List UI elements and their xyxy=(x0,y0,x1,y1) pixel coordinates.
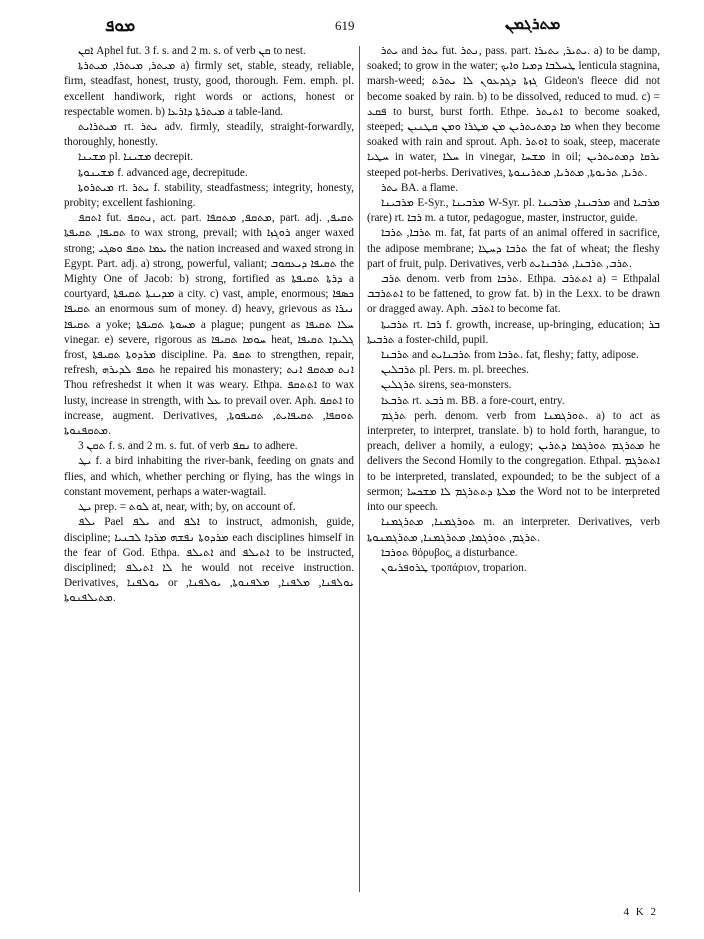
dictionary-entry: ܛܪܘܦܪܝܘܢ τροπάριον, troparion. xyxy=(381,561,527,574)
dictionary-entry: ܡܫܝܢܐ pl. ܡܫܝܢܐ decrepit. xyxy=(78,151,194,164)
dictionary-entry: ܡܫܝܢܘܬܐ f. advanced age, decrepitude. xyxy=(78,166,248,179)
right-running-head: ܡܬܪܓܡܢ xyxy=(505,16,561,33)
page-number: 619 xyxy=(335,18,355,33)
dictionary-entry: ܝܛ prep. = ܠܘܬ at, near, with; by, on account of. xyxy=(78,501,296,514)
right-column xyxy=(367,44,660,576)
dictionary-entry: ܐܬܩܦ fut. ܢܬܩܦ, act. part. ܡܬܩܦ, ܡܬܩܦܐ, part. adj. ܬܩܝܦ, ܬܩܝܦܐ, ܬܩܝܦܬܐ to wax strong, prevail; with ܪܘܓܙܐ anger waxed strong; ܥܡܐ ܬܩܦ ܘܣܓܝ the nation increased and waxed strong in Egypt. Part. adj. a) strong, powerful, valiant; ܬܩܝܦܐ ܕܝܥܩܘܒ the Mighty One of Jacob: b) strong, fortified as ܕܪܬܐ ܬܩܝܦܬܐ a courtyard, ܡܕܝܢܬܐ ܬܩܝܦܬܐ a city. c) vast, ample, enormous; ܟܣܦܐ ܬܩܝܦܐ an enormous sum of money. d) heavy, grievous as ܢܝܪܐ ܬܩܝܦܐ a yoke; ܡܚܘܬܐ ܬܩܝܦܬܐ a plague; pungent as ܚܠܐ ܬܩܝܦܐ vinegar. e) severe, rigorous as ܚܘܡܐ ܬܩܝܦܐ heat, ܓܠܝܕܐ ܬܩܝܦܐ frost, ܡܪܕܘܬܐ ܬܩܝܦܬܐ discipline. Pa. ܬܩܦ to strengthen, repair, refresh, ܬܩܦ ܠܕܝܪܗ he repaired his monastery; ܐܢܬ ܡܬܩܦ ܐܢܬ Thou refreshedst it when it was weary. Ethpa. ܐܬܬܩܦ to wax lusty, increase in strength, with ܥܠ to prevail over. Aph. ܐܬܩܦ to increase, augment. Derivatives, ܬܘܩܦܐ, ܬܩܝܦܐܝܬ, ܬܩܝܦܘܬܐ, ܡܬܩܦܢܘܬܐ. xyxy=(64,212,355,438)
dictionary-entry: ܬܪܓܡ perh. denom. verb from ܬܘܪܓܡܢܐ. a) to act as interpreter, to interpret, translate. b) to hold forth, harangue, to preach, deliver a homily, a eulogy; ܡܬܪܓܡ ܬܘܪܓܡܐ ܕܬܪܝܢ he delivers the Second Homily to the congregation. Ethpal. ܐܬܬܪܓܡ to be interpreted, translated, expounded; to be the subject of a sermon; ܡܠܬܐ ܕܬܬܪܓܡ ܠܐ ܡܫܟܚܐ the Word not to be interpreted into our speech. xyxy=(367,409,661,514)
dictionary-entry: ܬܪܒܝܬܐ rt. ܪܒܐ f. growth, increase, up-bringing, education; ܒܪ ܬܪܒܝܬܐ a foster-child, pupil. xyxy=(367,318,661,346)
column-divider xyxy=(359,46,360,892)
dictionary-entry: ܬܘܪܓܡܢܐ, ܡܬܪܓܡܢܐ m. an interpreter. Derivatives, verb ܬܪܓܡ, ܬܘܪܓܡܐ, ܡܬܪܓܡܢܐ, ܡܬܪܓܡܢܘܬܐ. xyxy=(367,516,660,544)
signature-mark: 4 K 2 xyxy=(623,906,658,918)
dictionary-entry: ܬܪܒ denom. verb from ܬܪܒܐ. Ethpa. ܐܬܬܪܒ a) = Ethpalal ܐܬܬܪܒܒ to be fattened, to grow fat. b) in the Lexx. to be drawn or dragged away. Aph. ܐܬܪܒ to become fat. xyxy=(367,273,660,316)
dictionary-entry: ܝܛ f. a bird inhabiting the river-bank, feeding on gnats and flies, and which, whether perching or flying, has the wings in constant movement, perhaps a water-wagtail. xyxy=(64,455,354,498)
dictionary-entry: ܬܘܪܒܐ θόρυβος, a disturbance. xyxy=(381,546,518,559)
dictionary-entry: ܡܝܬܪܐܝܬ rt. ܝܬܪ adv. firmly, steadily, straight-forwardly, thoroughly, honestly. xyxy=(64,121,354,149)
dictionary-entry: ܬܪܒܥܐ rt. ܪܒܥ m. BB. a fore-court, entry. xyxy=(381,394,565,407)
page-header xyxy=(0,6,704,40)
dictionary-entry: ܬܪܓܠܝܢ sirens, sea-monsters. xyxy=(381,379,512,392)
dictionary-entry: ܡܝܬܪ, ܡܝܬܪܐ, ܡܝܬܪܬܐ a) firmly set, stable, steady, reliable, firm, steadfast, honest, trusty, good, thorough. Fem. emph. pl. excellent handiwork, right words or actions, honest or respectable women. b) ܡܝܬܪܬܐ ܕܐܪܥܐ a table-land. xyxy=(64,60,354,118)
dictionary-entry: ܬܩܢ 3 f. s. and 2 m. s. fut. of verb ܢܩܦ to adhere. xyxy=(78,440,298,453)
dictionary-entry: ܬܪܒܠܝܢ pl. Pers. m. pl. breeches. xyxy=(381,364,529,377)
dictionary-entry: ܡܪܒܝܢܐ E-Syr., ܡܪܒܝܢܐ W-Syr. pl. ܡܪܒܝܢܐ, ܡܪܒܝܢܐ and ܡܪܒܝܐ (rare) rt. ܪܒܐ m. a tutor, pedagogue, master, instructor, guide. xyxy=(367,197,661,225)
dictionary-entry: ܝܬܪ BA. a flame. xyxy=(381,181,458,194)
dictionary-entry: ܡܝܬܪܘܬܐ rt. ܝܬܪ f. stability, steadfastness; integrity, honesty, probity; excellent fashioning. xyxy=(64,181,354,210)
dictionary-entry: ܝܬܪ and ܝܬܪ fut. ܢܬܪ, pass. part. ܝܬܝܪ, ܝܬܝܪܐ. a) to be damp, soaked; to grow in the water; ܛܚܠܒܐ ܕܡܝܐ ܘܐܝܟ lenticula stagnina, marsh-weed; ܓܙܬܐ ܕܓܕܥܘܢ ܠܐ ܝܬܪܬ Gideon's fleece did not become soaked by rain. b) to be dissolved, reduced to mud. c) = ܦܩܥ to burst, burst forth. Ethpe. ܐܬܝܬܪ to become soaked, steeped; ܡܐ ܕܡܬܝܬܪܝܢ ܡܢ ܡܛܪܐ ܘܡܢ ܩܛܢܝܢ when they become soaked with rain and sprout. Aph. ܐܘܬܪ to soak, steep, macerate ܚܛܝܐ in water, ܚܠܐ in vinegar, ܡܫܚܐ in oil; ܝܪܩܐ ܕܡܬܝܬܪܝܢ steeped pot-herbs. Derivatives, ܬܪܝܐ, ܬܪܝܘܬܐ, ܡܬܪܝܐ, ܡܬܪܝܢܘܬܐ. xyxy=(367,45,661,179)
dictionary-entry: ܬܪܒܐ, ܬܪܒܐ m. fat, fat parts of an animal offered in sacrifice, the adipose membrane; ܬܪܒܐ ܕܚܛܐ the fat of wheat; the fleshy part of fruit, pulp. Derivatives, verb ܬܪܒ, ܬܪܒܢܐ, ܬܪܒܢܐܝܬ. xyxy=(367,227,660,270)
dictionary-entry: ܬܪܒܢܐ and ܬܪܒܢܐܝܬ from ܬܪܒܐ. fat, fleshy; fatty, adipose. xyxy=(381,349,639,362)
left-column xyxy=(64,44,354,607)
dictionary-entry: ܝܠܦ Pael ܝܠܦ and ܐܠܦ to instruct, admonish, guide, discipline; ܡܪܕܘܬܐ ܢܦܫܗ ܡܪܕܐ ܠܒܢܝܐ each disciplines himself in the fear of God. Ethpa. ܐܬܝܠܦ and ܐܬܝܠܦ to be instructed, disciplined; ܠܐ ܐܬܝܠܦ he would not receive instruction. Derivatives, ܝܘܠܦܢܐ or ܝܘܠܦܢܐ, ܡܠܦܢܐ, ܡܠܦܢܘܬܐ, ܝܘܠܦܢܐ, ܡܬܝܠܦܢܘܬܐ. xyxy=(64,516,355,605)
dictionary-entry: ܐܩܢ Aphel fut. 3 f. s. and 2 m. s. of verb ܩܢ to nest. xyxy=(78,45,306,57)
left-running-head: ܡܘܦ xyxy=(105,16,136,35)
